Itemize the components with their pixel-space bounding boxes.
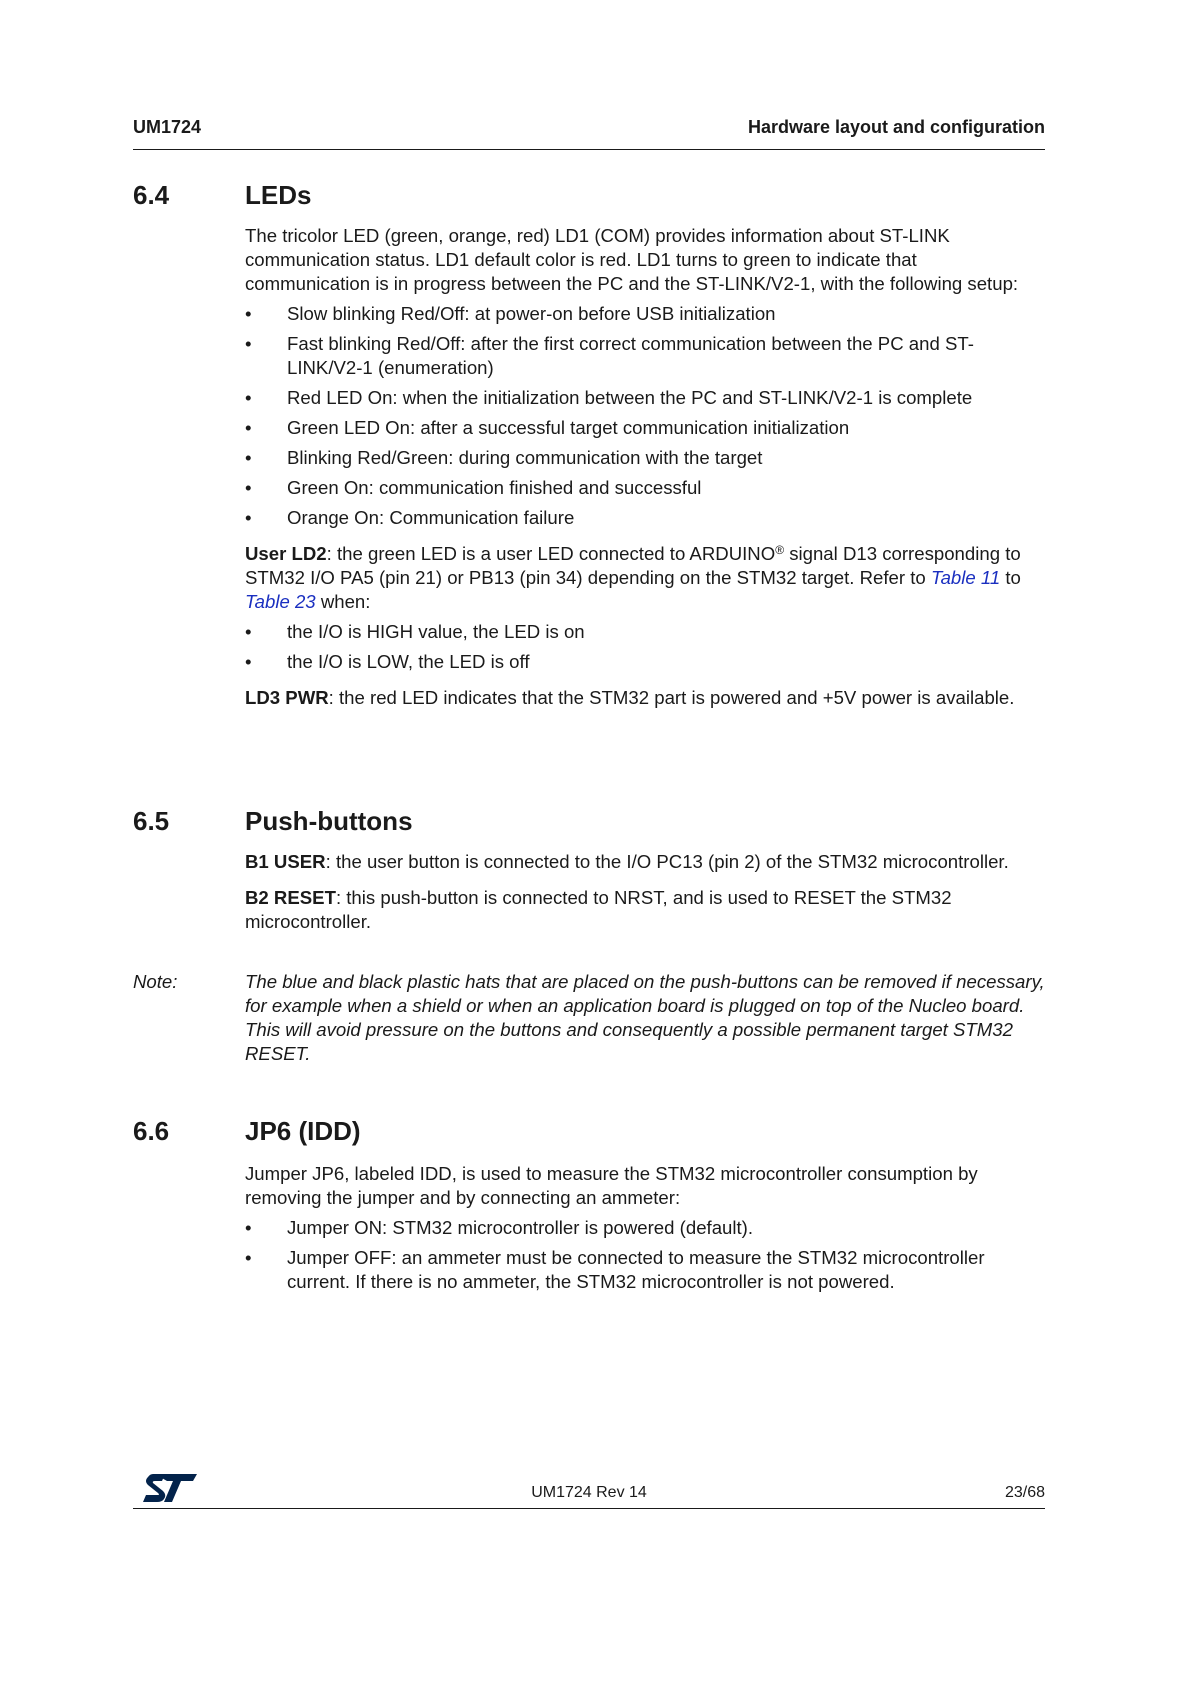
- list-item: • Jumper ON: STM32 microcontroller is powered (default).: [245, 1217, 754, 1238]
- table-23-link[interactable]: Table 23: [245, 591, 316, 612]
- section-title-push-buttons: Push-buttons: [245, 806, 413, 836]
- b2-paragraph: B2 RESET: this push-button is connected to NRST, and is used to RESET the STM32 microcontroller.: [245, 887, 952, 932]
- note-text: The blue and black plastic hats that are placed on the push-buttons can be removed if necessary, for example when a shield or when an application board is plugged on top of the Nucleo board. This will avoid pressure on the buttons and consequently a possible permanent target STM32 RESET.: [245, 971, 1045, 1064]
- list-item: • the I/O is HIGH value, the LED is on: [245, 621, 585, 642]
- leds-body: [245, 224, 1045, 710]
- b2-label: B2 RESET: [245, 887, 336, 908]
- section-number: 6.4: [133, 180, 170, 210]
- jp6-intro: Jumper JP6, labeled IDD, is used to measure the STM32 microcontroller consumption by removing the jumper and by connecting an ammeter:: [245, 1163, 978, 1208]
- b1-paragraph: B1 USER: the user button is connected to the I/O PC13 (pin 2) of the STM32 microcontroller.: [245, 851, 1009, 872]
- chapter-title: Hardware layout and configuration: [747, 117, 1045, 137]
- note-label: Note:: [133, 971, 178, 992]
- ld2-paragraph: User LD2: the green LED is a user LED connected to ARDUINO® signal D13 corresponding to STM32 I/O PA5 (pin 21) or PB13 (pin 34) depending on the STM32 target. Refer to Table 11 to Table 23 when:: [245, 543, 1021, 612]
- leds-intro: The tricolor LED (green, orange, red) LD1 (COM) provides information about ST-LINK communication status. LD1 default color is red. LD1 turns to green to indicate that communication is in progress between the PC and the ST-LINK/V2-1, with the following setup:: [245, 225, 1019, 294]
- section-title-jp6: JP6 (IDD): [245, 1116, 361, 1146]
- list-item: • the I/O is LOW, the LED is off: [245, 651, 530, 672]
- doc-revision: UM1724 Rev 14: [531, 1484, 647, 1501]
- list-item: • Green On: communication finished and successful: [245, 477, 702, 498]
- table-11-link[interactable]: Table 11: [930, 567, 1001, 588]
- ld2-label: User LD2: [245, 543, 327, 564]
- jp6-body: [245, 1162, 1045, 1294]
- section-title-leds: LEDs: [245, 180, 312, 210]
- list-item: • Green LED On: after a successful target communication initialization: [245, 417, 850, 438]
- list-item: • Red LED On: when the initialization between the PC and ST-LINK/V2-1 is complete: [245, 387, 973, 408]
- page-header: [133, 115, 1045, 150]
- pushbuttons-body: [245, 850, 1045, 934]
- section-number: 6.6: [133, 1116, 170, 1146]
- list-item: • Slow blinking Red/Off: at power-on before USB initialization: [245, 303, 776, 324]
- doc-id: UM1724: [133, 117, 202, 137]
- page-footer: [133, 1472, 1045, 1509]
- page-number: 23/68: [1004, 1484, 1045, 1501]
- ld3-paragraph: LD3 PWR: the red LED indicates that the STM32 part is powered and +5V power is available.: [245, 687, 1015, 708]
- ld3-label: LD3 PWR: [245, 687, 329, 708]
- b1-label: B1 USER: [245, 851, 326, 872]
- list-item: • Orange On: Communication failure: [245, 507, 575, 528]
- list-item: • Fast blinking Red/Off: after the first correct communication between the PC and ST-LINK/V2-1 (enumeration): [245, 333, 974, 378]
- section-number: 6.5: [133, 806, 170, 836]
- list-item: • Jumper OFF: an ammeter must be connected to measure the STM32 microcontroller current. If there is no ammeter, the STM32 microcontroller is not powered.: [245, 1247, 985, 1292]
- list-item: • Blinking Red/Green: during communication with the target: [245, 447, 763, 468]
